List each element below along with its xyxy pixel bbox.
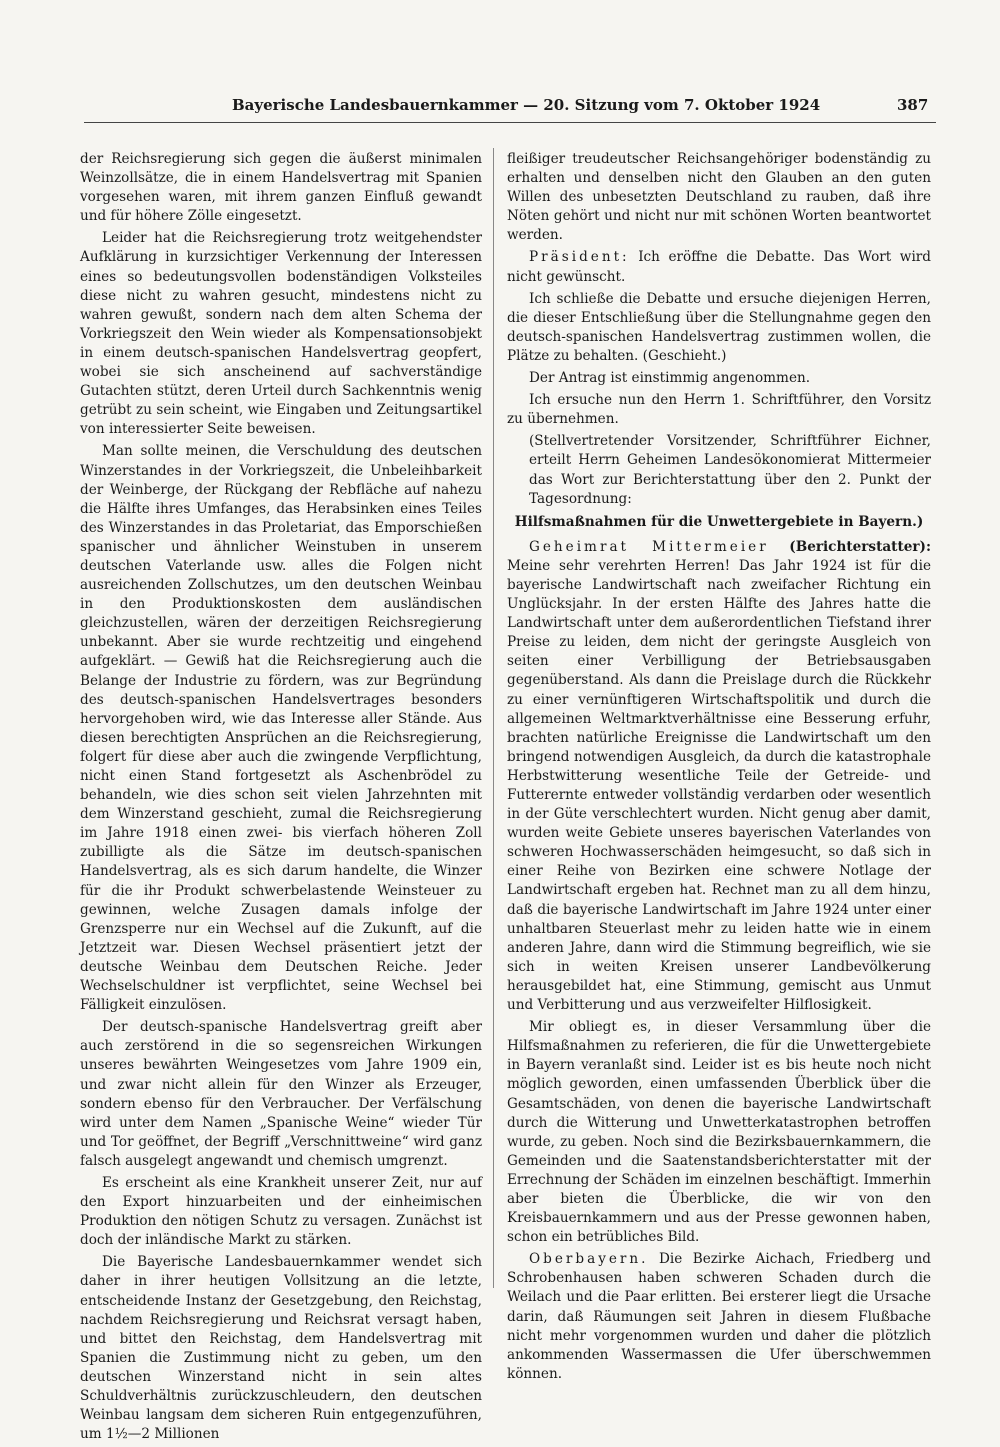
speaker-label: Geheimrat Mittermeier [529,538,769,555]
running-header: Bayerische Landesbauernkammer — 20. Sitzung vom 7. Oktober 1924 [232,96,821,114]
paragraph: (Stellvertretender Vorsitzender, Schriftführer Eichner, erteilt Herrn Geheimen Landesökonomierat Mittermeier das Wort zur Berichterstattung über den 2. Punkt der Tagesordnung: [529,433,931,507]
region-label: Oberbayern. [529,1251,649,1268]
paragraph [507,248,931,286]
paragraph: Die Bayerische Landesbauernkammer wendet sich daher in ihrer heutigen Vollsitzung an die letzte, entscheidende Instanz der Gesetzgebung, den Reichstag, nachdem Reichsregierung und Reichsrat versagt haben, und bittet den Reichstag, dem Handelsvertrag mit Spanien die Zustimmung nicht zu geben, um den deutschen Winzerstand nicht in sein altes Schuldverhältnis zurückzuschleudern, den deutschen Weinbau langsam dem sicheren Ruin entgegenzuführen, um 1½—2 Millionen [80,1254,482,1443]
paragraph: Leider hat die Reichsregierung trotz weitgehendster Aufklärung in kurzsichtiger Verkennung der Interessen eines so bedeutungsvollen bodenständigen Volksteiles diese nicht zu wahren gesucht, mindestens nicht zu wahren gewußt, sondern nach dem alten Schema der Vorkriegszeit den Wein wieder als Kompensationsobjekt in einem deutsch-spanischen Handelsvertrag geopfert, wobei sie sich anscheinend auf sachverständige Gutachten stützt, deren Urteil durch Sachkenntnis wenig getrübt zu sein scheint, wie Eingaben und Zeitungsartikel von interessierter Seite beweisen. [80,230,482,438]
paragraph: Ich schließe die Debatte und ersuche diejenigen Herren, die dieser Entschließung über die Stellungnahme gegen den deutsch-spanischen Handelsvertrag zustimmen wollen, die Plätze zu behalten. (Geschieht.) [507,290,931,364]
paragraph: Es erscheint als eine Krankheit unserer Zeit, nur auf den Export hinzuarbeiten und der einheimischen Produktion den nötigen Schutz zu versagen. Zunächst ist doch der inländische Markt zu stärken. [80,1174,482,1249]
paragraph: fleißiger treudeutscher Reichsangehöriger bodenständig zu erhalten und denselben nicht den Glauben an den guten Willen des unbesetzten Deutschland zu rauben, daß ihre Nöten gehört und nicht nur mit schönen Worten beantwortet werden. [507,151,931,244]
paragraph: Ich ersuche nun den Herrn 1. Schriftführer, den Vorsitz zu übernehmen. [507,392,931,428]
column-divider [493,148,494,1288]
header-divider [84,122,936,123]
paragraph: Man sollte meinen, die Verschuldung des deutschen Winzerstandes in der Vorkriegszeit, die Unbeleihbarkeit der Weinberge, der Rückgang der Rebfläche auf nahezu die Hälfte ihres Umfanges, das Herabsinken eines Teiles des Winzerstandes in das Proletariat, das Emporschießen spanischer und ähnlicher Weinstuben in unserem deutschen Vaterlande usw. alles die Folgen nicht ausreichenden Zollschutzes, um den deutschen Weinbau in den Produktionskosten dem ausländischen gleichzustellen, wären der derzeitigen Reichsregierung unbekannt. Aber sie wurde rechtzeitig und eingehend aufgeklärt. — Gewiß hat die Reichsregierung auch die Belange der Industrie zu fördern, was zur Begründung des deutsch-spanischen Handelsvertrages besonders hervorgehoben wird, wie das Interesse aller Stände. Aus diesen berechtigten Ansprüchen an die Reichsregierung, folgert für diese aber auch die zwingende Verpflichtung, nicht einen Stand fortgesetzt als Aschenbrödel zu behandeln, wie dies schon seit vielen Jahrzehnten mit dem Winzerstand geschieht, zumal die Reichsregierung im Jahre 1918 einen zwei- bis vierfach höheren Zoll zubilligte als die Sätze im deutsch-spanischen Handelsvertrag, als es sich darum handelte, die Winzer für die ihr Produkt schwerbelastende Weinsteuer zu gewinnen, welche Zusagen damals infolge der Grenzsperre nur ein Wechsel auf die Zukunft, auf die Jetztzeit war. Diesen Wechsel präsentiert jetzt der deutsche Weinbau dem Deutschen Reiche. Jeder Wechselschuldner ist verpflichtet, seine Wechsel bei Fälligkeit einzulösen. [80,443,482,1014]
section-heading: Hilfsmaßnahmen für die Unwettergebiete in Bayern.) [514,513,924,530]
region-text: Die Bezirke Aichach, Friedberg und Schrobenhausen haben schweren Schaden durch die Weilach und die Paar erlitten. Bei ersterer liegt die Ursache darin, daß Räumungen seit Jahren in diesem Flußbache nicht mehr vorgenommen wurden und daher die plötzlich ankommenden Wassermassen die Ufer überschwemmen können. [507,1251,931,1382]
speaker-label: Präsident: [529,249,630,266]
page-number: 387 [897,96,929,114]
paragraph: Der Antrag ist einstimmig angenommen. [529,370,811,387]
paragraph [507,1250,931,1384]
paragraph: der Reichsregierung sich gegen die äußerst minimalen Weinzollsätze, die in einem Handelsvertrag mit Spanien vorgesehen waren, mit ihrem ganzen Einfluß gewandt und für höhere Zölle eingesetzt. [80,151,482,225]
paragraph [507,538,931,1015]
speaker-text: Ich eröffne die Debatte. Das Wort wird nicht gewünscht. [507,249,931,285]
paragraph: Der deutsch-spanische Handelsvertrag greift aber auch zerstörend in die so segensreichen Wirkungen unseres bewährten Weingesetzes vom Jahre 1909 ein, und zwar nicht allein für den Winzer als Erzeuger, sondern ebenso für den Verbraucher. Der Verfälschung wird unter dem Namen „Spanische Weine“ wieder Tür und Tor geöffnet, der Begriff „Verschnittweine“ wird ganz falsch ausgelegt angewandt und chemisch umgrenzt. [80,1019,482,1169]
speaker-text: Meine sehr verehrten Herren! Das Jahr 1924 ist für die bayerische Landwirtschaft nach zweifacher Richtung ein Unglücksjahr. In der ersten Hälfte des Jahres hatte die Landwirtschaft unter dem außerordentlichen Tiefstand ihrer Preise zu leiden, dem nicht der geringste Ausgleich von seiten einer Verbilligung der Betriebsausgaben gegenüberstand. Als dann die Preislage durch die Rückkehr zu einer vernünftigeren Wirtschaftspolitik und durch die allgemeinen Weltmarktverhältnisse eine Besserung erfuhr, brachten natürliche Ereignisse die Landwirtschaft um den bringend notwendigen Ausgleich, da durch die katastrophale Herbstwitterung wesentliche Teile der Getreide- und Futterernte entweder vollständig verdarben oder wesentlich in der Güte verschlechtert wurden. Nicht genug aber damit, wurden weite Gebiete unseres bayerischen Vaterlandes von schweren Hochwasserschäden heimgesucht, so daß sich in einer Reihe von Bezirken eine schwere Notlage der Landwirtschaft ergeben hat. Rechnet man zu all dem hinzu, daß die bayerische Landwirtschaft im Jahre 1924 unter einer unhaltbaren Steuerlast mehr zu leiden hatte wie in einem anderen Jahre, dann wird die Stimmung begreiflich, wie sie sich in weiten Kreisen unserer Landbevölkerung herausgebildet hat, eine Stimmung, gemischt aus Unmut und Verbitterung und aus verzweifelter Hilflosigkeit. [507,557,931,1014]
left-column [80,150,482,1447]
paragraph: Mir obliegt es, in dieser Versammlung über die Hilfsmaßnahmen zu referieren, die für die Unwettergebiete in Bayern veranlaßt sind. Leider ist es bis heute noch nicht möglich geworden, einen umfassenden Überblick über die Gesamtschäden, von denen die bayerische Landwirtschaft durch die Witterung und Unwetterkatastrophen betroffen wurde, zu geben. Noch sind die Bezirksbauernkammern, die Gemeinden und die Saatenstandsberichterstatter mit der Errechnung der Schäden im einzelnen beschäftigt. Immerhin aber bieten die Überblicke, die wir von den Kreisbauernkammern und aus der Presse gewonnen haben, schon ein betrübliches Bild. [507,1019,931,1246]
speaker-role: (Berichterstatter): [768,538,931,555]
right-column [507,150,931,1387]
